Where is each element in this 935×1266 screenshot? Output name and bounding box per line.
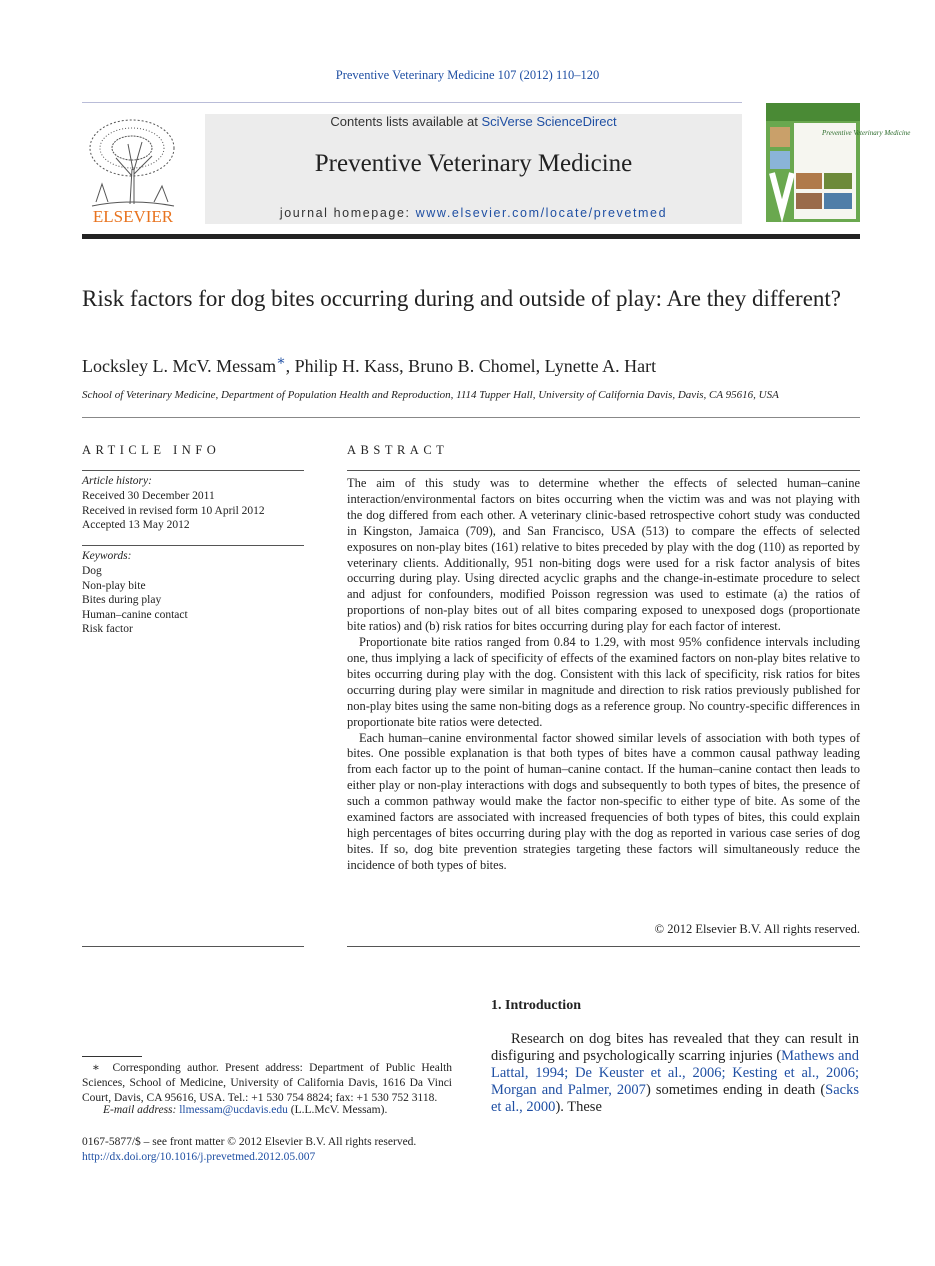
homepage-link[interactable]: www.elsevier.com/locate/prevetmed [415,206,668,220]
sciencedirect-link[interactable]: SciVerse ScienceDirect [481,114,617,129]
email-label: E-mail address: [103,1104,177,1116]
abstract-body [347,476,860,874]
journal-header-box [205,114,742,224]
email-suffix: (L.L.McV. Messam). [287,1104,388,1116]
keyword: Bites during play [82,594,162,606]
introduction-heading: 1. Introduction [491,998,581,1013]
history-item: Received in revised form 10 April 2012 [82,504,265,517]
keywords-list [82,564,188,637]
contents-line [205,114,742,129]
journal-title: Preventive Veterinary Medicine [314,150,633,177]
keywords-heading: Keywords: [82,550,132,562]
first-author: Locksley L. McV. Messam [82,356,277,376]
keyword: Dog [82,565,102,577]
elsevier-wordmark: ELSEVIER [92,207,174,226]
corresponding-author-footnote [82,1061,452,1106]
contents-prefix: Contents lists available at [330,114,482,129]
corresponding-author-marker[interactable]: ∗ [276,354,286,369]
journal-homepage-line [205,206,742,220]
author-list [82,356,656,377]
affiliation: School of Veterinary Medicine, Department of Population Health and Reproduction, 1114 Tupper Hall, University of California Davis, Davis, CA 95616, USA [82,389,779,401]
email-link[interactable]: llmessam@ucdavis.edu [179,1104,288,1116]
abstract-paragraph: Proportionate bite ratios ranged from 0.84 to 1.29, with most 95% confidence intervals including one, thus implying a lack of specificity of effects of the examined factors on non-play bites relative to bites occurring during play with the dog. Consistent with this lack of specificity, risk ratios for bites occurring during play were similar in magnitude and direction to risk ratios previously published for non-play bites using the same non-biting dogs as a reference group. No country-specific differences in proportionate bite ratios were detected. [347,635,860,729]
abstract-rule [347,470,860,471]
email-line [82,1104,452,1116]
abstract-bottom-rule [347,946,860,947]
history-item: Received 30 December 2011 [82,490,215,502]
abstract-heading: ABSTRACT [347,443,449,457]
journal-cover-icon [766,103,911,222]
keyword: Risk factor [82,623,133,635]
header-thick-rule [82,234,860,239]
footnote-text: Corresponding author. Present address: Department of Public Health Sciences, School of Medicine, University of California Davis, 1616 Da Vinci Court, Davis, CA 95616, USA. Tel.: +1 530 754 8824; fax: +1 530 752 3118. [82,1062,453,1104]
article-info-rule [82,470,304,471]
footnote-rule [82,1056,142,1057]
abstract-paragraph: The aim of this study was to determine whether the effects of selected human–canine interaction/environmental factors on bites occurring when the victim was and was not playing with the dog differed from each other. A veterinary clinic-based retrospective cohort study was conducted in Kingston, Jamaica (709), and San Francisco, USA (513) to compare the effects of selected exposures on non-play bites (161) relative to bites preceded by play with the dog (110) as reported by veterinary clients. Additionally, 951 non-biting dogs were used for a risk factor analysis of bites occurring during play. Using directed acyclic graphs and the change-in-estimate procedure to select and adjust for confounders, modified Poisson regression was used to estimate (a) the ratios of proportions of non-play bites out of all bites comparing exposed to unexposed dogs (proportionate bite ratios) and (b) risk ratios for bites occurring during play for each factor of interest. [347,476,860,634]
doi-link[interactable]: http://dx.doi.org/10.1016/j.prevetmed.2012.05.007 [82,1151,316,1163]
introduction-paragraph [491,1031,859,1116]
keyword: Non-play bite [82,579,146,592]
keyword: Human–canine contact [82,608,188,621]
front-matter-text: 0167-5877/$ – see front matter © 2012 Elsevier B.V. All rights reserved. [82,1136,417,1148]
article-info-heading: ARTICLE INFO [82,443,221,457]
front-matter [82,1135,416,1165]
elsevier-logo [82,114,184,226]
citation-link[interactable]: Sacks et al., 2000 [491,1082,859,1116]
history-heading: Article history: [82,475,152,487]
intro-text: Research on dog bites has revealed that they can result in disfiguring and psychologically scarring injuries ( [491,1031,859,1065]
abstract-paragraph: Each human–canine environmental factor showed similar levels of association with both types of bites. One possible explanation is that both types of bites have a common causal pathway leading from each factor up to the point of human–canine contact. If the human–canine contact then leads to either play or non-play interactions with dogs and subsequently to both types of bites, the presence of such a common pathway would make the factor non-specific to either type of bite. As some of the examined factors are associated with increased frequencies of both types of bites, this could explain high percentages of bites occurring during play with the dog as reported in various case series of dog bites. If so, dog bite prevention strategies targeting these factors will simultaneously reduce the incidence of both types of bites. [347,730,860,872]
intro-text: ) sometimes ending in death ( [645,1082,826,1099]
citation-link[interactable]: Mathews and Lattal, 1994; De Keuster et al., 2006; Kesting et al., 2006; Morgan and Palmer, 2007 [491,1048,859,1099]
copyright-notice: © 2012 Elsevier B.V. All rights reserved. [654,922,860,936]
intro-text: ). These [555,1099,602,1116]
homepage-prefix: journal homepage: [279,206,416,220]
journal-reference[interactable]: Preventive Veterinary Medicine 107 (2012) 110–120 [335,68,600,82]
other-authors: , Philip H. Kass, Bruno B. Chomel, Lynette A. Hart [285,356,657,376]
history-list [82,489,265,533]
elsevier-tree-icon [82,114,184,226]
article-title: Risk factors for dog bites occurring during and outside of play: Are they different? [82,286,842,311]
journal-cover-image [766,103,911,222]
header-divider [82,102,742,103]
article-info-bottom-rule [82,946,304,947]
affiliation-divider [82,417,860,418]
history-item: Accepted 13 May 2012 [82,519,190,531]
cover-title: Preventive Veterinary Medicine [822,129,911,137]
keywords-rule [82,545,304,546]
footnote-marker: ∗ [92,1062,100,1074]
